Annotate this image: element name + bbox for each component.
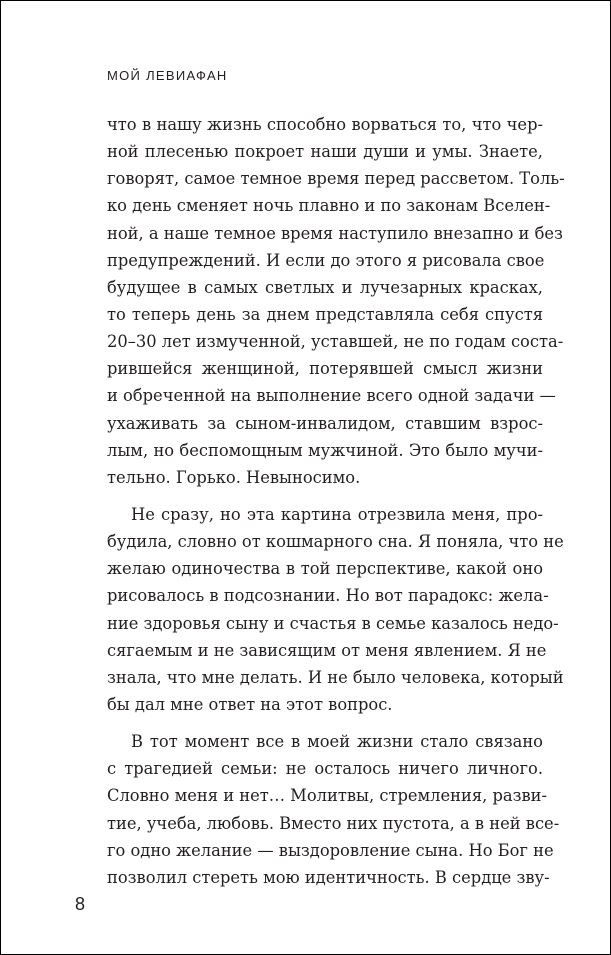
text-line: будущее в самых светлых и лучезарных красках, <box>107 277 543 297</box>
text-line: то теперь день за днем представляла себя спустя <box>107 304 543 324</box>
text-line: ной плесенью покроет наши души и умы. Знаете, <box>107 142 543 162</box>
text-line: говорят, самое темное время перед рассветом. Толь- <box>107 169 565 189</box>
text-line: сягаемым и не зависящим от меня явлением. Я не <box>107 640 547 660</box>
text-line: знала, что мне делать. И не было человека, который <box>107 667 564 687</box>
text-line: и обреченной на выполнение всего одной задачи — <box>107 386 556 406</box>
text-line: что в нашу жизнь способно ворваться то, что чер- <box>107 115 543 134</box>
text-line: с трагедией семьи: не осталось ничего личного. <box>107 759 543 779</box>
text-line: предупреждений. И если до этого я рисовала свое <box>107 250 545 270</box>
text-line: будила, словно от кошмарного сна. Я поняла, что не <box>107 532 564 552</box>
text-line: В тот момент все в моей жизни стало связано <box>131 732 543 752</box>
paragraph <box>107 111 565 491</box>
paragraph <box>107 501 564 718</box>
text-line: тие, учеба, любовь. Вместо них пустота, а в ней все- <box>107 813 560 833</box>
text-line: Словно меня и нет… Молитвы, стремления, разви- <box>107 786 547 806</box>
text-line: позволил стереть мою идентичность. В сердце зву- <box>107 867 550 887</box>
running-header: МОЙ ЛЕВИАФАН <box>107 68 228 83</box>
page-number: 8 <box>75 894 86 914</box>
text-line: бы дал мне ответ на этот вопрос. <box>107 694 393 714</box>
text-line: 20–30 лет измученной, уставшей, не по годам соста- <box>107 332 564 352</box>
text-line: ной, а наше темное время наступило внезапно и без <box>107 223 563 243</box>
text-line: Не сразу, но эта картина отрезвила меня, про- <box>131 504 543 524</box>
text-line: тельно. Горько. Невыносимо. <box>107 467 361 487</box>
text-line: рисовалось в подсознании. Но вот парадокс: жела- <box>107 586 549 606</box>
text-line: го одно желание — выздоровление сына. Но Бог не <box>107 840 554 860</box>
text-line: ухаживать за сыном-инвалидом, ставшим взрос- <box>107 413 543 433</box>
text-line: ние здоровья сыну и счастья в семье казалось недо- <box>107 613 559 633</box>
text-line: лым, но беспомощным мужчиной. Это было мучи- <box>107 440 543 460</box>
text-line: рившейся женщиной, потерявшей смысл жизни <box>107 359 543 379</box>
text-line: желаю одиночества в той перспективе, какой оно <box>107 559 543 579</box>
text-line: ко день сменяет ночь плавно и по законам Вселен- <box>107 196 551 216</box>
body-text <box>107 111 565 891</box>
paragraph <box>107 728 560 891</box>
